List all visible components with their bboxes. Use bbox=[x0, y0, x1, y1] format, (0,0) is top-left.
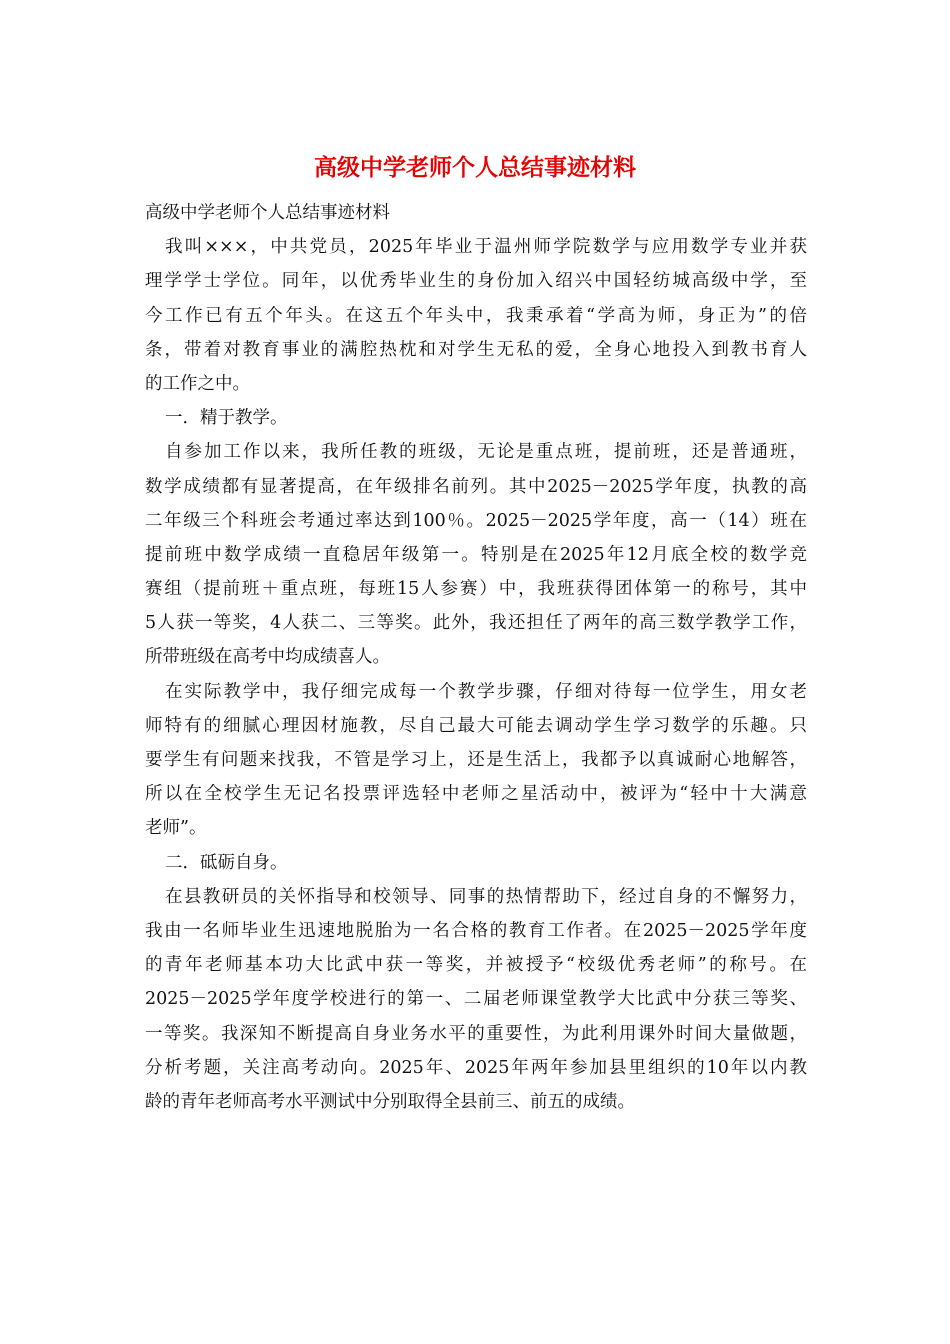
text-line: 二．砥砺自身。 bbox=[165, 852, 288, 873]
text-line: 我由一名师毕业生迅速地脱胎为一名合格的教育工作者。在2025－2025学年度 bbox=[145, 920, 807, 941]
text-line: 赛组（提前班＋重点班，每班15人参赛）中，我班获得团体第一的称号，其中 bbox=[145, 579, 807, 600]
text-line: 高级中学老师个人总结事迹材料 bbox=[145, 203, 390, 223]
text-line: 5人获一等奖，4人获二、三等奖。此外，我还担任了两年的高三数学教学工作， bbox=[145, 613, 807, 634]
text-line: 要学生有问题来找我，不管是学习上，还是生活上，我都予以真诚耐心地解答， bbox=[145, 750, 807, 770]
text-line: 一．精于教学。 bbox=[165, 408, 288, 429]
text-line: 理学学士学位。同年，以优秀毕业生的身份加入绍兴中国轻纺城高级中学，至 bbox=[145, 271, 807, 292]
text-line: 所带班级在高考中均成绩喜人。 bbox=[145, 647, 390, 668]
text-line: 今工作已有五个年头。在这五个年头中，我秉承着“学高为师，身正为”的倍 bbox=[145, 305, 807, 326]
text-line: 一等奖。我深知不断提高自身业务水平的重要性，为此利用课外时间大量做题， bbox=[145, 1023, 807, 1044]
text-line: 所以在全校学生无记名投票评选轻中老师之星活动中，被评为“轻中十大满意 bbox=[145, 784, 807, 805]
text-line: 数学成绩都有显著提高，在年级排名前列。其中2025－2025学年度，执教的高 bbox=[145, 476, 807, 497]
text-line: 分析考题，关注高考动向。2025年、2025年两年参加县里组织的10年以内教 bbox=[145, 1057, 807, 1078]
document-body bbox=[145, 196, 807, 1119]
text-line: 提前班中数学成绩一直稳居年级第一。特别是在2025年12月底全校的数学竞 bbox=[145, 544, 807, 565]
text-line: 我叫×××，中共党员，2025年毕业于温州师学院数学与应用数学专业并获 bbox=[165, 237, 807, 258]
text-line: 条，带着对教育事业的满腔热枕和对学生无私的爱，全身心地投入到教书育人 bbox=[145, 339, 807, 360]
text-line: 自参加工作以来，我所任教的班级，无论是重点班，提前班，还是普通班， bbox=[165, 442, 807, 463]
text-line: 老师”。 bbox=[145, 818, 207, 839]
text-line: 的工作之中。 bbox=[145, 373, 250, 394]
text-line: 师特有的细腻心理因材施教，尽自己最大可能去调动学生学习数学的乐趣。只 bbox=[145, 715, 807, 736]
text-line: 在实际教学中，我仔细完成每一个教学步骤，仔细对待每一位学生，用女老 bbox=[165, 681, 807, 702]
text-line: 龄的青年老师高考水平测试中分别取得全县前三、前五的成绩。 bbox=[145, 1091, 635, 1112]
text-line: 在县教研员的关怀指导和校领导、同事的热情帮助下，经过自身的不懈努力， bbox=[165, 886, 807, 907]
text-line: 二年级三个科班会考通过率达到100％。2025－2025学年度，高一（14）班在 bbox=[145, 510, 807, 531]
text-line: 的青年老师基本功大比武中获一等奖，并被授予“校级优秀老师”的称号。在 bbox=[145, 955, 807, 976]
text-line: 2025－2025学年度学校进行的第一、二届老师课堂教学大比武中分获三等奖、 bbox=[145, 989, 807, 1010]
document-title: 高级中学老师个人总结事迹材料 bbox=[314, 154, 636, 181]
